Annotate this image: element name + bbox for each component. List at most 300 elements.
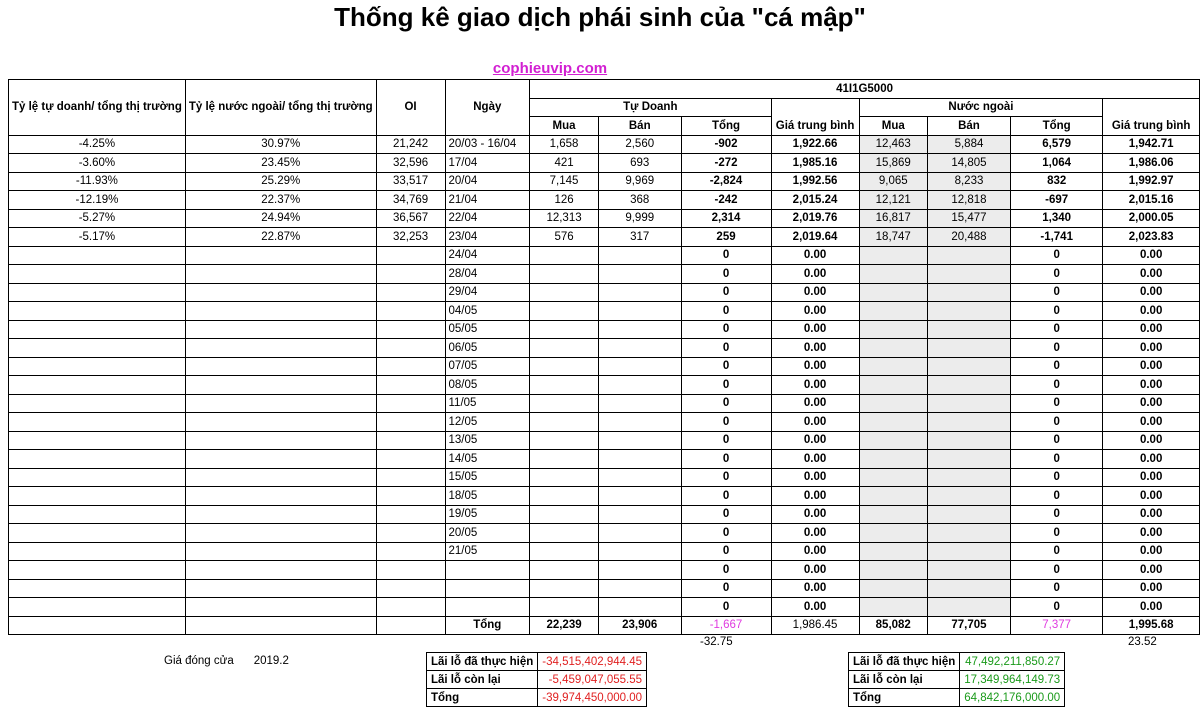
- cell-date: 20/05: [445, 524, 530, 543]
- cell-nn-tong: 0: [1011, 413, 1103, 432]
- total-td-ban: 23,906: [598, 616, 681, 635]
- cell-nn-gia: 0.00: [1103, 394, 1200, 413]
- cell-nn-tong: 0: [1011, 394, 1103, 413]
- cell-nn-gia: 2,000.05: [1103, 209, 1200, 228]
- cell-td-mua: [530, 450, 599, 469]
- cell-td-ban: [598, 376, 681, 395]
- cell-nn-pct: [185, 357, 376, 376]
- pl-row: [849, 689, 1065, 707]
- cell-td-tong: 0: [681, 413, 771, 432]
- pl-label: Lãi lỗ còn lại: [849, 671, 960, 689]
- cell-nn-ban: 8,233: [927, 172, 1010, 191]
- header-nn-mua: Mua: [859, 117, 927, 136]
- cell-date: 22/04: [445, 209, 530, 228]
- header-oi: OI: [376, 80, 445, 136]
- cell-td-gia: 0.00: [771, 561, 859, 580]
- cell-td-mua: [530, 468, 599, 487]
- cell-date: 06/05: [445, 339, 530, 358]
- cell-td-ban: [598, 320, 681, 339]
- table-row: [9, 154, 1200, 173]
- cell-td-tong: 0: [681, 524, 771, 543]
- cell-td-mua: [530, 561, 599, 580]
- cell-nn-tong: 6,579: [1011, 135, 1103, 154]
- pl-table-nuoc-ngoai: [848, 652, 1065, 707]
- cell-nn-ban: [927, 505, 1010, 524]
- cell-nn-pct: [185, 561, 376, 580]
- cell-oi: [376, 450, 445, 469]
- cell-td-pct: [9, 376, 186, 395]
- cell-td-ban: [598, 246, 681, 265]
- cell-td-gia: 0.00: [771, 468, 859, 487]
- pl-label: Lãi lỗ đã thực hiện: [427, 653, 538, 671]
- cell-td-ban: [598, 283, 681, 302]
- cell-nn-ban: [927, 450, 1010, 469]
- cell-nn-pct: [185, 394, 376, 413]
- cell-td-gia: 0.00: [771, 283, 859, 302]
- cell-td-pct: [9, 394, 186, 413]
- table-row: [9, 376, 1200, 395]
- pl-label: Lãi lỗ còn lại: [427, 671, 538, 689]
- cell-nn-pct: [185, 505, 376, 524]
- cell-oi: [376, 487, 445, 506]
- cell-nn-mua: [859, 579, 927, 598]
- cell-td-tong: 259: [681, 228, 771, 247]
- cell-td-pct: [9, 542, 186, 561]
- total-empty-cell: [376, 616, 445, 635]
- cell-date: 08/05: [445, 376, 530, 395]
- cell-nn-mua: [859, 598, 927, 617]
- cell-date: 13/05: [445, 431, 530, 450]
- cell-date: 18/05: [445, 487, 530, 506]
- cell-td-gia: 0.00: [771, 302, 859, 321]
- cell-td-pct: [9, 579, 186, 598]
- cell-nn-mua: [859, 339, 927, 358]
- closing-price-value: 2019.2: [253, 655, 289, 667]
- cell-oi: [376, 579, 445, 598]
- cell-oi: 33,517: [376, 172, 445, 191]
- header-td-ratio: Tỷ lệ tự doanh/ tổng thị trường: [9, 80, 186, 136]
- cell-td-mua: [530, 394, 599, 413]
- cell-td-mua: 576: [530, 228, 599, 247]
- cell-date: [445, 598, 530, 617]
- cell-nn-pct: [185, 487, 376, 506]
- cell-td-mua: [530, 487, 599, 506]
- cell-nn-tong: 0: [1011, 598, 1103, 617]
- table-row: [9, 598, 1200, 617]
- cell-nn-pct: 22.87%: [185, 228, 376, 247]
- cell-nn-mua: [859, 542, 927, 561]
- cell-td-mua: [530, 598, 599, 617]
- cell-nn-mua: [859, 394, 927, 413]
- cell-td-ban: [598, 487, 681, 506]
- cell-nn-tong: 0: [1011, 376, 1103, 395]
- cell-td-tong: 0: [681, 431, 771, 450]
- cell-nn-ban: [927, 246, 1010, 265]
- header-nn-gia: Giá trung bình: [1103, 117, 1200, 136]
- cell-nn-gia: 1,992.97: [1103, 172, 1200, 191]
- cell-td-mua: 7,145: [530, 172, 599, 191]
- cell-oi: [376, 357, 445, 376]
- cell-nn-tong: 0: [1011, 265, 1103, 284]
- cell-date: 07/05: [445, 357, 530, 376]
- cell-nn-gia: 0.00: [1103, 579, 1200, 598]
- cell-td-pct: -5.17%: [9, 228, 186, 247]
- cell-nn-pct: [185, 450, 376, 469]
- cell-td-gia: 0.00: [771, 376, 859, 395]
- closing-price-label: Giá đóng cửa: [164, 655, 234, 667]
- cell-date: 24/04: [445, 246, 530, 265]
- cell-nn-pct: [185, 339, 376, 358]
- cell-td-gia: 0.00: [771, 450, 859, 469]
- total-label: Tổng: [445, 616, 530, 635]
- closing-price: [164, 655, 289, 667]
- cell-td-gia: 0.00: [771, 246, 859, 265]
- cell-nn-gia: 0.00: [1103, 339, 1200, 358]
- cell-td-pct: [9, 468, 186, 487]
- cell-td-ban: [598, 302, 681, 321]
- pl-label: Lãi lỗ đã thực hiện: [849, 653, 960, 671]
- table-row: [9, 228, 1200, 247]
- cell-nn-gia: 0.00: [1103, 357, 1200, 376]
- cell-td-gia: 0.00: [771, 431, 859, 450]
- cell-td-tong: 0: [681, 376, 771, 395]
- cell-nn-gia: 0.00: [1103, 561, 1200, 580]
- cell-td-ban: [598, 598, 681, 617]
- cell-nn-pct: 24.94%: [185, 209, 376, 228]
- cell-td-tong: 0: [681, 579, 771, 598]
- cell-td-ban: [598, 413, 681, 432]
- table-row: [9, 450, 1200, 469]
- cell-nn-ban: 12,818: [927, 191, 1010, 210]
- cell-nn-ban: 15,477: [927, 209, 1010, 228]
- cell-nn-tong: 0: [1011, 283, 1103, 302]
- header-spacer-right: [1103, 98, 1200, 117]
- cell-td-pct: [9, 246, 186, 265]
- cell-td-gia: 0.00: [771, 579, 859, 598]
- cell-nn-gia: 0.00: [1103, 320, 1200, 339]
- total-nn-gia: 1,995.68: [1103, 616, 1200, 635]
- cell-nn-ban: [927, 283, 1010, 302]
- cell-td-ban: 368: [598, 191, 681, 210]
- cell-nn-ban: [927, 468, 1010, 487]
- cell-td-tong: 2,314: [681, 209, 771, 228]
- cell-td-mua: [530, 265, 599, 284]
- cell-nn-pct: [185, 431, 376, 450]
- cell-td-gia: 0.00: [771, 524, 859, 543]
- cell-oi: [376, 431, 445, 450]
- cell-td-tong: 0: [681, 487, 771, 506]
- cell-nn-gia: 1,986.06: [1103, 154, 1200, 173]
- table-row: [9, 394, 1200, 413]
- cell-td-gia: 1,985.16: [771, 154, 859, 173]
- table-row: [9, 172, 1200, 191]
- cell-td-mua: 12,313: [530, 209, 599, 228]
- cell-td-mua: 126: [530, 191, 599, 210]
- cell-td-mua: 1,658: [530, 135, 599, 154]
- cell-nn-gia: 0.00: [1103, 598, 1200, 617]
- cell-td-ban: 9,969: [598, 172, 681, 191]
- cell-td-ban: [598, 542, 681, 561]
- pl-row: [849, 671, 1065, 689]
- cell-nn-gia: 0.00: [1103, 450, 1200, 469]
- cell-nn-mua: 12,121: [859, 191, 927, 210]
- cell-td-pct: [9, 265, 186, 284]
- cell-td-tong: 0: [681, 246, 771, 265]
- cell-nn-ban: [927, 542, 1010, 561]
- table-row: [9, 487, 1200, 506]
- cell-date: [445, 579, 530, 598]
- cell-nn-tong: 0: [1011, 246, 1103, 265]
- pl-table-tu-doanh: [426, 652, 647, 707]
- cell-nn-tong: 0: [1011, 505, 1103, 524]
- cell-nn-gia: 0.00: [1103, 542, 1200, 561]
- cell-nn-mua: [859, 468, 927, 487]
- cell-td-mua: [530, 542, 599, 561]
- cell-td-tong: 0: [681, 302, 771, 321]
- cell-nn-gia: 0.00: [1103, 431, 1200, 450]
- cell-date: 14/05: [445, 450, 530, 469]
- cell-td-ban: 2,560: [598, 135, 681, 154]
- cell-td-ban: 9,999: [598, 209, 681, 228]
- pl-value: -34,515,402,944.45: [538, 653, 647, 671]
- pl-value: -39,974,450,000.00: [538, 689, 647, 707]
- cell-td-mua: [530, 524, 599, 543]
- cell-nn-pct: [185, 598, 376, 617]
- cell-oi: [376, 339, 445, 358]
- cell-td-gia: 1,922.66: [771, 135, 859, 154]
- cell-td-tong: -272: [681, 154, 771, 173]
- cell-td-mua: [530, 339, 599, 358]
- cell-oi: [376, 413, 445, 432]
- cell-date: 04/05: [445, 302, 530, 321]
- cell-td-gia: 0.00: [771, 339, 859, 358]
- site-link[interactable]: cophieuvip.com: [492, 60, 608, 77]
- header-td-ban: Bán: [598, 117, 681, 136]
- cell-nn-tong: 0: [1011, 524, 1103, 543]
- cell-nn-tong: -1,741: [1011, 228, 1103, 247]
- cell-nn-pct: [185, 376, 376, 395]
- total-td-tong: -1,667: [681, 616, 771, 635]
- cell-td-pct: [9, 413, 186, 432]
- cell-td-ban: [598, 394, 681, 413]
- cell-td-pct: [9, 357, 186, 376]
- cell-nn-ban: [927, 320, 1010, 339]
- cell-nn-tong: 0: [1011, 542, 1103, 561]
- cell-nn-tong: 0: [1011, 357, 1103, 376]
- cell-date: 23/04: [445, 228, 530, 247]
- cell-nn-ban: [927, 302, 1010, 321]
- cell-td-tong: -902: [681, 135, 771, 154]
- cell-td-gia: 0.00: [771, 320, 859, 339]
- cell-td-tong: 0: [681, 283, 771, 302]
- table-row: [9, 357, 1200, 376]
- table-row: [9, 209, 1200, 228]
- table-row: [9, 413, 1200, 432]
- cell-td-ban: 693: [598, 154, 681, 173]
- cell-oi: [376, 320, 445, 339]
- cell-td-ban: [598, 450, 681, 469]
- header-nn-ban: Bán: [927, 117, 1010, 136]
- cell-td-pct: -3.60%: [9, 154, 186, 173]
- pl-label: Tổng: [849, 689, 960, 707]
- cell-nn-mua: 9,065: [859, 172, 927, 191]
- cell-nn-ban: [927, 598, 1010, 617]
- cell-oi: [376, 542, 445, 561]
- cell-td-tong: 0: [681, 357, 771, 376]
- cell-td-ban: [598, 431, 681, 450]
- header-td-mua: Mua: [530, 117, 599, 136]
- cell-td-tong: 0: [681, 265, 771, 284]
- cell-nn-tong: 0: [1011, 468, 1103, 487]
- cell-oi: 32,253: [376, 228, 445, 247]
- pl-label: Tổng: [427, 689, 538, 707]
- pl-row: [427, 689, 647, 707]
- cell-td-tong: 0: [681, 598, 771, 617]
- cell-td-gia: 0.00: [771, 487, 859, 506]
- cell-td-pct: [9, 283, 186, 302]
- cell-nn-ban: [927, 376, 1010, 395]
- cell-nn-ban: [927, 487, 1010, 506]
- table-row: [9, 542, 1200, 561]
- cell-nn-mua: [859, 376, 927, 395]
- cell-td-ban: [598, 339, 681, 358]
- cell-nn-mua: 12,463: [859, 135, 927, 154]
- pl-value: 64,842,176,000.00: [960, 689, 1065, 707]
- cell-td-mua: [530, 413, 599, 432]
- cell-nn-tong: 1,340: [1011, 209, 1103, 228]
- cell-nn-pct: [185, 302, 376, 321]
- cell-nn-ban: [927, 357, 1010, 376]
- cell-nn-mua: [859, 357, 927, 376]
- cell-td-mua: 421: [530, 154, 599, 173]
- cell-td-mua: [530, 302, 599, 321]
- cell-td-pct: [9, 450, 186, 469]
- total-row: [9, 616, 1200, 635]
- cell-nn-pct: [185, 246, 376, 265]
- cell-td-mua: [530, 320, 599, 339]
- cell-td-ban: [598, 265, 681, 284]
- table-row: [9, 579, 1200, 598]
- cell-nn-tong: 832: [1011, 172, 1103, 191]
- cell-nn-pct: [185, 542, 376, 561]
- cell-nn-tong: 0: [1011, 431, 1103, 450]
- cell-nn-tong: 0: [1011, 302, 1103, 321]
- cell-date: 15/05: [445, 468, 530, 487]
- cell-nn-pct: 22.37%: [185, 191, 376, 210]
- cell-oi: [376, 505, 445, 524]
- cell-nn-ban: [927, 431, 1010, 450]
- cell-nn-gia: 0.00: [1103, 376, 1200, 395]
- cell-td-tong: 0: [681, 450, 771, 469]
- header-contract: 41I1G5000: [530, 80, 1200, 99]
- cell-td-pct: -12.19%: [9, 191, 186, 210]
- cell-oi: [376, 302, 445, 321]
- table-row: [9, 135, 1200, 154]
- cell-date: 29/04: [445, 283, 530, 302]
- cell-date: 20/03 - 16/04: [445, 135, 530, 154]
- header-td-gia: Giá trung bình: [771, 117, 859, 136]
- cell-nn-tong: 0: [1011, 579, 1103, 598]
- cell-nn-mua: [859, 431, 927, 450]
- cell-nn-ban: [927, 561, 1010, 580]
- table-row: [9, 302, 1200, 321]
- table-row: [9, 246, 1200, 265]
- cell-td-gia: 0.00: [771, 357, 859, 376]
- total-empty-cell: [185, 616, 376, 635]
- cell-date: 21/05: [445, 542, 530, 561]
- cell-nn-mua: [859, 487, 927, 506]
- cell-nn-mua: [859, 265, 927, 284]
- cell-nn-gia: 0.00: [1103, 487, 1200, 506]
- cell-nn-ban: [927, 413, 1010, 432]
- cell-td-ban: 317: [598, 228, 681, 247]
- cell-nn-gia: 0.00: [1103, 468, 1200, 487]
- total-nn-tong: 7,377: [1011, 616, 1103, 635]
- header-tu-doanh: Tự Doanh: [530, 98, 771, 117]
- pl-value: 47,492,211,850.27: [960, 653, 1065, 671]
- cell-td-gia: 0.00: [771, 598, 859, 617]
- cell-nn-tong: 0: [1011, 487, 1103, 506]
- cell-nn-pct: [185, 265, 376, 284]
- cell-td-pct: [9, 598, 186, 617]
- nn-diff: 23.52: [1128, 636, 1157, 648]
- cell-td-tong: 0: [681, 561, 771, 580]
- cell-nn-ban: [927, 394, 1010, 413]
- table-row: [9, 561, 1200, 580]
- cell-td-tong: 0: [681, 505, 771, 524]
- cell-td-tong: -242: [681, 191, 771, 210]
- cell-td-mua: [530, 505, 599, 524]
- table-row: [9, 524, 1200, 543]
- cell-td-mua: [530, 283, 599, 302]
- cell-td-mua: [530, 376, 599, 395]
- table-row: [9, 265, 1200, 284]
- cell-td-gia: 0.00: [771, 265, 859, 284]
- cell-nn-ban: [927, 265, 1010, 284]
- cell-td-pct: [9, 561, 186, 580]
- cell-td-mua: [530, 357, 599, 376]
- cell-oi: [376, 246, 445, 265]
- cell-date: 17/04: [445, 154, 530, 173]
- cell-td-mua: [530, 246, 599, 265]
- cell-td-gia: 2,019.64: [771, 228, 859, 247]
- cell-nn-mua: [859, 505, 927, 524]
- cell-oi: [376, 376, 445, 395]
- cell-nn-ban: [927, 339, 1010, 358]
- cell-oi: [376, 265, 445, 284]
- cell-date: 20/04: [445, 172, 530, 191]
- cell-nn-gia: 0.00: [1103, 505, 1200, 524]
- cell-nn-mua: [859, 246, 927, 265]
- header-nn-tong: Tổng: [1011, 117, 1103, 136]
- cell-nn-mua: [859, 450, 927, 469]
- cell-nn-mua: 18,747: [859, 228, 927, 247]
- cell-td-pct: [9, 320, 186, 339]
- cell-nn-mua: 16,817: [859, 209, 927, 228]
- cell-oi: [376, 468, 445, 487]
- header-date: Ngày: [445, 80, 530, 136]
- cell-td-gia: 0.00: [771, 505, 859, 524]
- table-row: [9, 191, 1200, 210]
- cell-oi: 32,596: [376, 154, 445, 173]
- cell-nn-gia: 2,023.83: [1103, 228, 1200, 247]
- header-nn-ratio: Tỷ lệ nước ngoài/ tổng thị trường: [185, 80, 376, 136]
- cell-nn-gia: 0.00: [1103, 265, 1200, 284]
- cell-oi: 36,567: [376, 209, 445, 228]
- cell-td-mua: [530, 579, 599, 598]
- pl-row: [427, 653, 647, 671]
- cell-oi: [376, 598, 445, 617]
